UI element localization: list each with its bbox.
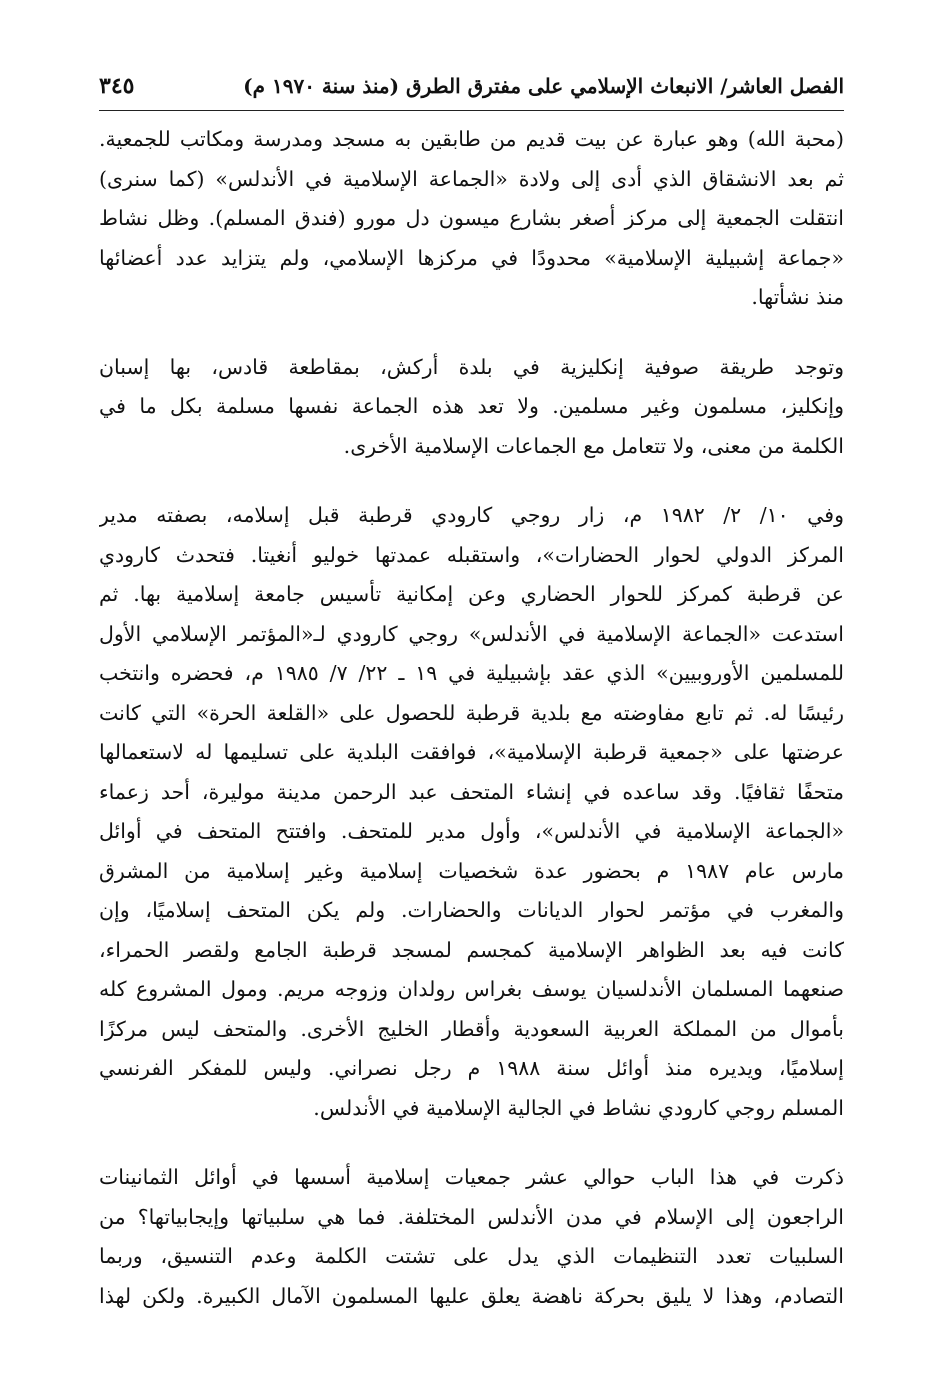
text-line: الراجعون إلى الإسلام في مدن الأندلس المختلفة. فما هي سلبياتها وإيجابياتها؟ من	[99, 1204, 844, 1229]
text-line: كانت فيه بعد الظواهر الإسلامية كمجسم لمسجد قرطبة الجامع ولقصر الحمراء،	[99, 937, 844, 962]
paragraph-4	[99, 1158, 844, 1316]
text-line: (محبة الله) وهو عبارة عن بيت قديم من طابقين به مسجد ومدرسة ومكاتب للجمعية.	[99, 127, 844, 151]
text-line: انتقلت الجمعية إلى مركز أصغر بشارع ميسون دل مورو (فندق المسلم). وظل نشاط	[99, 206, 844, 230]
text-line: «الجماعة الإسلامية في الأندلس»، وأول مدير للمتحف. وافتتح المتحف في أوائل	[99, 819, 844, 843]
text-line: التصادم، وهذا لا يليق بحركة ناهضة يعلق عليها المسلمون الآمال الكبيرة. ولكن لهذا	[99, 1283, 844, 1308]
text-line: الكلمة من معنى، ولا تتعامل مع الجماعات الإسلامية الأخرى.	[343, 433, 844, 458]
paragraph-2	[99, 348, 844, 467]
chapter-title: الفصل العاشر/ الانبعاث الإسلامي على مفترق الطرق (منذ سنة ١٩٧٠ م)	[243, 74, 844, 98]
text-line: للمسلمين الأوروبيين» الذي عقد بإشبيلية في ١٩ ـ ٢٢/ ٧/ ١٩٨٥ م، فحضره وانتخب	[99, 661, 844, 685]
page-number: ٣٤٥	[99, 73, 135, 99]
running-header	[99, 62, 844, 111]
body-text	[99, 120, 844, 1316]
text-line: عرضتها على «جمعية قرطبة الإسلامية»، فوافقت البلدية على تسليمها له لاستعمالها	[99, 740, 844, 764]
text-line: صنعهما المسلمان الأندلسيان يوسف بغراس رولدان وزوجه مريم. ومول المشروع كله	[99, 977, 844, 1001]
text-line: «جماعة إشبيلية الإسلامية» محدودًا في مركزها الإسلامي، ولم يتزايد عدد أعضائها	[99, 245, 844, 270]
paragraph-3	[99, 496, 844, 1128]
text-line: بأموال من المملكة العربية السعودية وأقطار الخليج الأخرى. والمتحف ليس مركزًا	[99, 1016, 844, 1041]
text-line: السلبيات تعدد التنظيمات الذي يدل على تشتت الكلمة وعدم التنسيق، وربما	[99, 1244, 844, 1268]
text-line: إسلاميًا، ويديره منذ أوائل سنة ١٩٨٨ م رجل نصراني. وليس للمفكر الفرنسي	[99, 1056, 844, 1080]
text-line: عن قرطبة كمركز للحوار الحضاري وعن إمكانية تأسيس جامعة إسلامية بها. ثم	[99, 582, 844, 606]
paragraph-1	[99, 120, 844, 318]
text-line: استدعت «الجماعة الإسلامية في الأندلس» روجي كارودي لـ«المؤتمر الإسلامي الأول	[99, 621, 844, 646]
text-line: متحفًا ثقافيًا. وقد ساعده في إنشاء المتحف عبد الرحمن مدينة موليرة، أحد زعماء	[99, 779, 844, 804]
text-line: وفي ١٠/ ٢/ ١٩٨٢ م، زار روجي كارودي قرطبة قبل إسلامه، بصفته مدير	[99, 503, 844, 527]
text-line: والمغرب في مؤتمر لحوار الديانات والحضارات. ولم يكن المتحف إسلاميًا، وإن	[99, 898, 844, 922]
text-line: ذكرت في هذا الباب حوالي عشر جمعيات إسلامية أسسها في أوائل الثمانينات	[99, 1165, 844, 1189]
text-line: منذ نشأتها.	[751, 285, 844, 309]
text-line: المسلم روجي كارودي نشاط في الجالية الإسلامية في الأندلس.	[313, 1095, 844, 1120]
text-line: المركز الدولي لحوار الحضارات»، واستقبله عمدتها خوليو أنغيتا. فتحدث كارودي	[99, 542, 844, 567]
text-line: مارس عام ١٩٨٧ م بحضور عدة شخصيات إسلامية وغير إسلامية من المشرق	[99, 858, 844, 883]
text-line: ثم بعد الانشقاق الذي أدى إلى ولادة «الجماعة الإسلامية في الأندلس» (كما سنرى)	[99, 166, 844, 191]
text-line: وإنكليز، مسلمون وغير مسلمين. ولا تعد هذه الجماعة نفسها مسلمة بكل ما في	[99, 394, 844, 418]
text-line: وتوجد طريقة صوفية إنكليزية في بلدة أركش، بمقاطعة قادس، بها إسبان	[99, 354, 844, 379]
text-line: رئيسًا له. ثم تابع مفاوضته مع بلدية قرطبة للحصول على «القلعة الحرة» التي كانت	[99, 700, 844, 725]
